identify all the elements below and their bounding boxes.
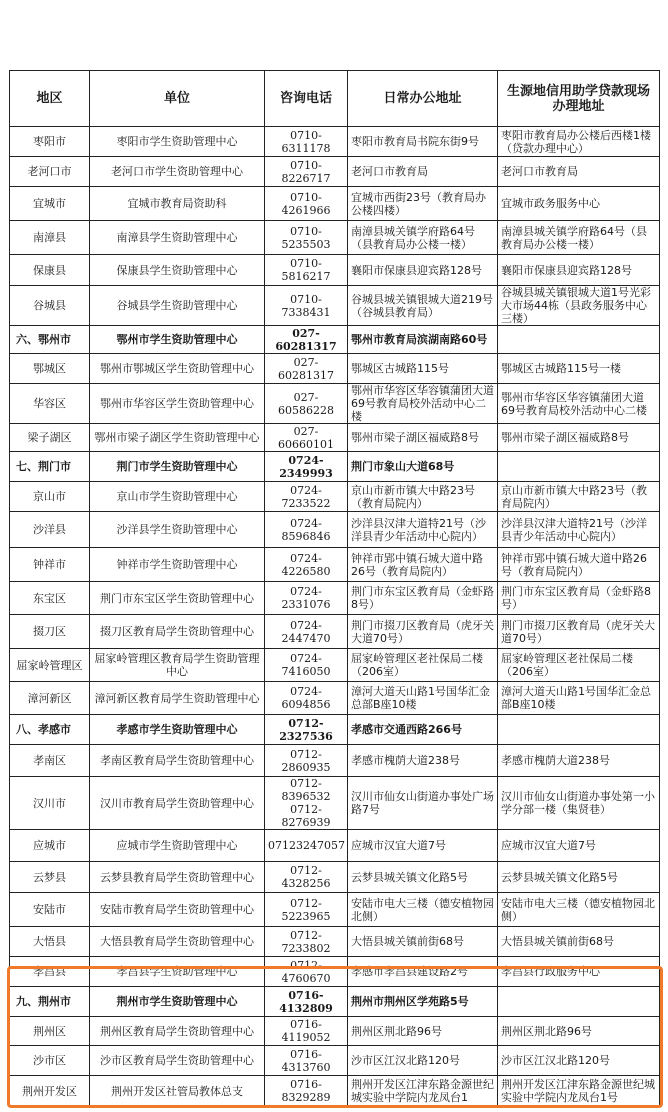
table-row bbox=[10, 127, 660, 157]
cell-area: 应城市 bbox=[10, 830, 90, 862]
cell-unit: 鄂州市梁子湖区学生资助管理中心 bbox=[90, 424, 265, 452]
cell-address: 荆门市东宝区教育局（金虾路8号） bbox=[348, 582, 498, 615]
cell-area: 钟祥市 bbox=[10, 548, 90, 582]
cell-loan: 荆州区荆北路96号 bbox=[498, 1017, 660, 1046]
cell-address: 荆州市荆州区学苑路5号 bbox=[348, 987, 498, 1017]
header-phone: 咨询电话 bbox=[265, 71, 348, 127]
phone-line: 0712-8396532 bbox=[281, 777, 331, 803]
cell-phone: 0724-2349993 bbox=[265, 452, 348, 482]
cell-area: 沙市区 bbox=[10, 1046, 90, 1076]
table-row bbox=[10, 615, 660, 649]
cell-unit: 枣阳市学生资助管理中心 bbox=[90, 127, 265, 157]
cell-loan: 钟祥市郢中镇石城大道中路26号（教育局院内） bbox=[498, 548, 660, 582]
cell-unit: 南漳县学生资助管理中心 bbox=[90, 221, 265, 255]
cell-loan bbox=[498, 715, 660, 745]
table-row bbox=[10, 187, 660, 221]
cell-phone: 0710-7338431 bbox=[265, 286, 348, 326]
cell-area: 沙洋县 bbox=[10, 512, 90, 548]
table-row bbox=[10, 682, 660, 715]
table-row bbox=[10, 157, 660, 187]
cell-area: 孝南区 bbox=[10, 745, 90, 777]
cell-address: 漳河大道天山路1号国华汇金总部B座10楼 bbox=[348, 682, 498, 715]
table-row bbox=[10, 424, 660, 452]
cell-unit: 谷城县学生资助管理中心 bbox=[90, 286, 265, 326]
cell-loan: 漳河大道天山路1号国华汇金总部B座10楼 bbox=[498, 682, 660, 715]
cell-address: 大悟县城关镇前街68号 bbox=[348, 927, 498, 957]
contact-table bbox=[9, 70, 660, 1107]
cell-address: 钟祥市郢中镇石城大道中路26号（教育局院内） bbox=[348, 548, 498, 582]
cell-unit: 宜城市教育局资助科 bbox=[90, 187, 265, 221]
cell-phone: 0716-4119052 bbox=[265, 1017, 348, 1046]
cell-area: 宜城市 bbox=[10, 187, 90, 221]
cell-phone: 0712-4760670 bbox=[265, 957, 348, 987]
cell-area: 九、荆州市 bbox=[10, 987, 90, 1017]
table-row bbox=[10, 830, 660, 862]
cell-unit: 云梦县教育局学生资助管理中心 bbox=[90, 862, 265, 893]
cell-unit: 荆门市东宝区学生资助管理中心 bbox=[90, 582, 265, 615]
table-row bbox=[10, 582, 660, 615]
cell-area: 荆州开发区 bbox=[10, 1076, 90, 1107]
cell-loan: 南漳县城关镇学府路64号（县教育局办公楼一楼） bbox=[498, 221, 660, 255]
cell-unit: 掇刀区教育局学生资助管理中心 bbox=[90, 615, 265, 649]
header-unit: 单位 bbox=[90, 71, 265, 127]
section-row bbox=[10, 715, 660, 745]
cell-phone: 0724-7416050 bbox=[265, 649, 348, 682]
cell-phone: 0724-6094856 bbox=[265, 682, 348, 715]
cell-area: 八、孝感市 bbox=[10, 715, 90, 745]
cell-loan: 屈家岭管理区老社保局二楼（206室） bbox=[498, 649, 660, 682]
cell-area: 漳河新区 bbox=[10, 682, 90, 715]
cell-phone: 0712-2327536 bbox=[265, 715, 348, 745]
cell-unit: 保康县学生资助管理中心 bbox=[90, 255, 265, 286]
cell-address: 沙市区江汉北路120号 bbox=[348, 1046, 498, 1076]
cell-loan: 孝昌县行政服务中心 bbox=[498, 957, 660, 987]
cell-address: 孝感市孝昌县建设路2号 bbox=[348, 957, 498, 987]
table-row bbox=[10, 221, 660, 255]
cell-loan: 荆州开发区江津东路金源世纪城实验中学院内龙凤台1号 bbox=[498, 1076, 660, 1107]
cell-address: 老河口市教育局 bbox=[348, 157, 498, 187]
cell-loan: 荆门市东宝区教育局（金虾路8号） bbox=[498, 582, 660, 615]
cell-phone: 0710-5816217 bbox=[265, 255, 348, 286]
cell-unit: 大悟县教育局学生资助管理中心 bbox=[90, 927, 265, 957]
cell-phone: 0724-7233522 bbox=[265, 482, 348, 512]
cell-address: 京山市新市镇大中路23号（教育局院内） bbox=[348, 482, 498, 512]
cell-loan: 荆门市掇刀区教育局（虎牙关大道70号） bbox=[498, 615, 660, 649]
cell-loan: 沙市区江汉北路120号 bbox=[498, 1046, 660, 1076]
cell-unit: 鄂州市学生资助管理中心 bbox=[90, 326, 265, 354]
cell-address: 枣阳市教育局书院东街9号 bbox=[348, 127, 498, 157]
header-loan: 生源地信用助学贷款现场办理地址 bbox=[498, 71, 660, 127]
cell-address: 鄂州市华容区华容镇蒲团大道69号教育局校外活动中心二楼 bbox=[348, 384, 498, 424]
cell-loan: 孝感市槐荫大道238号 bbox=[498, 745, 660, 777]
cell-loan: 鄂城区古城路115号一楼 bbox=[498, 354, 660, 384]
cell-address: 应城市汉宜大道7号 bbox=[348, 830, 498, 862]
cell-area: 安陆市 bbox=[10, 893, 90, 927]
cell-loan: 老河口市教育局 bbox=[498, 157, 660, 187]
cell-unit: 鄂州市华容区学生资助管理中心 bbox=[90, 384, 265, 424]
cell-phone: 027-60586228 bbox=[265, 384, 348, 424]
header-area: 地区 bbox=[10, 71, 90, 127]
cell-phone: 0710-5235503 bbox=[265, 221, 348, 255]
cell-loan: 京山市新市镇大中路23号（教育局院内） bbox=[498, 482, 660, 512]
cell-unit: 孝昌县学生资助管理中心 bbox=[90, 957, 265, 987]
cell-area: 鄂城区 bbox=[10, 354, 90, 384]
cell-phone: 0716-4132809 bbox=[265, 987, 348, 1017]
cell-phone: 0716-8329289 bbox=[265, 1076, 348, 1107]
cell-area: 华容区 bbox=[10, 384, 90, 424]
table-row bbox=[10, 384, 660, 424]
cell-area: 京山市 bbox=[10, 482, 90, 512]
section-row bbox=[10, 452, 660, 482]
cell-area: 老河口市 bbox=[10, 157, 90, 187]
cell-unit: 荆州开发区社管局教体总支 bbox=[90, 1076, 265, 1107]
cell-phone: 07123247057 bbox=[265, 830, 348, 862]
cell-area: 枣阳市 bbox=[10, 127, 90, 157]
cell-unit: 汉川市教育局学生资助管理中心 bbox=[90, 777, 265, 830]
section-row bbox=[10, 987, 660, 1017]
cell-loan: 大悟县城关镇前街68号 bbox=[498, 927, 660, 957]
cell-address: 荆州区荆北路96号 bbox=[348, 1017, 498, 1046]
cell-loan: 谷城县城关镇银城大道1号光彩大市场44栋（县政务服务中心三楼） bbox=[498, 286, 660, 326]
cell-phone: 0712-2860935 bbox=[265, 745, 348, 777]
cell-loan: 安陆市电大三楼（德安植物园北侧） bbox=[498, 893, 660, 927]
cell-phone: 027-60281317 bbox=[265, 326, 348, 354]
cell-area: 荆州区 bbox=[10, 1017, 90, 1046]
cell-area: 云梦县 bbox=[10, 862, 90, 893]
table-row bbox=[10, 1046, 660, 1076]
cell-address: 汉川市仙女山街道办事处广场路7号 bbox=[348, 777, 498, 830]
cell-area: 汉川市 bbox=[10, 777, 90, 830]
cell-unit: 荆州市学生资助管理中心 bbox=[90, 987, 265, 1017]
cell-loan: 云梦县城关镇文化路5号 bbox=[498, 862, 660, 893]
cell-address: 云梦县城关镇文化路5号 bbox=[348, 862, 498, 893]
cell-loan: 应城市汉宜大道7号 bbox=[498, 830, 660, 862]
cell-address: 宜城市西街23号（教育局办公楼四楼） bbox=[348, 187, 498, 221]
cell-unit: 荆门市学生资助管理中心 bbox=[90, 452, 265, 482]
cell-address: 安陆市电大三楼（德安植物园北侧） bbox=[348, 893, 498, 927]
cell-area: 东宝区 bbox=[10, 582, 90, 615]
section-row bbox=[10, 326, 660, 354]
cell-phone: 0712-5223965 bbox=[265, 893, 348, 927]
cell-address: 孝感市槐荫大道238号 bbox=[348, 745, 498, 777]
cell-phone: 0724-4226580 bbox=[265, 548, 348, 582]
cell-address: 荆门市象山大道68号 bbox=[348, 452, 498, 482]
table-row bbox=[10, 862, 660, 893]
cell-phone: 0712-4328256 bbox=[265, 862, 348, 893]
cell-area: 六、鄂州市 bbox=[10, 326, 90, 354]
table-row bbox=[10, 893, 660, 927]
cell-unit: 京山市学生资助管理中心 bbox=[90, 482, 265, 512]
cell-address: 沙洋县汉津大道特21号（沙洋县青少年活动中心院内） bbox=[348, 512, 498, 548]
cell-address: 屈家岭管理区老社保局二楼（206室） bbox=[348, 649, 498, 682]
table-row bbox=[10, 1017, 660, 1046]
cell-address: 孝感市交通西路266号 bbox=[348, 715, 498, 745]
table-row bbox=[10, 482, 660, 512]
cell-unit: 漳河新区教育局学生资助管理中心 bbox=[90, 682, 265, 715]
table-row bbox=[10, 512, 660, 548]
cell-address: 荆州开发区江津东路金源世纪城实验中学院内龙凤台1 bbox=[348, 1076, 498, 1107]
cell-loan: 鄂州市梁子湖区福威路8号 bbox=[498, 424, 660, 452]
header-address: 日常办公地址 bbox=[348, 71, 498, 127]
cell-phone: 0724-2331076 bbox=[265, 582, 348, 615]
phone-line: 0712-8276939 bbox=[281, 803, 331, 829]
cell-loan bbox=[498, 452, 660, 482]
cell-phone: 0712-7233802 bbox=[265, 927, 348, 957]
table-row bbox=[10, 927, 660, 957]
cell-unit: 孝南区教育局学生资助管理中心 bbox=[90, 745, 265, 777]
cell-address: 荆门市掇刀区教育局（虎牙关大道70号） bbox=[348, 615, 498, 649]
cell-unit: 孝感市学生资助管理中心 bbox=[90, 715, 265, 745]
cell-area: 孝昌县 bbox=[10, 957, 90, 987]
cell-phone: 027-60660101 bbox=[265, 424, 348, 452]
table-row bbox=[10, 286, 660, 326]
cell-loan bbox=[498, 326, 660, 354]
cell-loan: 汉川市仙女山街道办事处第一小学分部一楼（集贤巷） bbox=[498, 777, 660, 830]
cell-phone: 0716-4313760 bbox=[265, 1046, 348, 1076]
cell-area: 梁子湖区 bbox=[10, 424, 90, 452]
cell-unit: 钟祥市学生资助管理中心 bbox=[90, 548, 265, 582]
table-row bbox=[10, 255, 660, 286]
cell-unit: 荆州区教育局学生资助管理中心 bbox=[90, 1017, 265, 1046]
cell-unit: 沙洋县学生资助管理中心 bbox=[90, 512, 265, 548]
cell-address: 鄂州市教育局滨湖南路60号 bbox=[348, 326, 498, 354]
cell-loan: 襄阳市保康县迎宾路128号 bbox=[498, 255, 660, 286]
cell-area: 保康县 bbox=[10, 255, 90, 286]
cell-unit: 安陆市教育局学生资助管理中心 bbox=[90, 893, 265, 927]
cell-loan bbox=[498, 987, 660, 1017]
cell-unit: 应城市学生资助管理中心 bbox=[90, 830, 265, 862]
cell-phone: 0710-8226717 bbox=[265, 157, 348, 187]
cell-area: 南漳县 bbox=[10, 221, 90, 255]
cell-area: 七、荆门市 bbox=[10, 452, 90, 482]
cell-phone: 0724-2447470 bbox=[265, 615, 348, 649]
table-row bbox=[10, 548, 660, 582]
table-row bbox=[10, 354, 660, 384]
cell-area: 掇刀区 bbox=[10, 615, 90, 649]
cell-address: 南漳县城关镇学府路64号（县教育局办公楼一楼） bbox=[348, 221, 498, 255]
table-row bbox=[10, 745, 660, 777]
cell-phone bbox=[265, 777, 348, 830]
cell-phone: 0710-6311178 bbox=[265, 127, 348, 157]
cell-area: 大悟县 bbox=[10, 927, 90, 957]
cell-loan: 枣阳市教育局办公楼后西楼1楼（贷款办理中心） bbox=[498, 127, 660, 157]
cell-unit: 老河口市学生资助管理中心 bbox=[90, 157, 265, 187]
cell-loan: 沙洋县汉津大道特21号（沙洋县青少年活动中心院内） bbox=[498, 512, 660, 548]
cell-unit: 沙市区教育局学生资助管理中心 bbox=[90, 1046, 265, 1076]
cell-unit: 鄂州市鄂城区学生资助管理中心 bbox=[90, 354, 265, 384]
cell-phone: 0710-4261966 bbox=[265, 187, 348, 221]
cell-address: 襄阳市保康县迎宾路128号 bbox=[348, 255, 498, 286]
header-row bbox=[10, 71, 660, 127]
cell-area: 屈家岭管理区 bbox=[10, 649, 90, 682]
table-row bbox=[10, 649, 660, 682]
table-row bbox=[10, 777, 660, 830]
cell-area: 谷城县 bbox=[10, 286, 90, 326]
cell-address: 谷城县城关镇银城大道219号（谷城县教育局） bbox=[348, 286, 498, 326]
cell-loan: 宜城市政务服务中心 bbox=[498, 187, 660, 221]
table-row bbox=[10, 1076, 660, 1107]
cell-loan: 鄂州市华容区华容镇蒲团大道69号教育局校外活动中心二楼 bbox=[498, 384, 660, 424]
cell-unit: 屈家岭管理区教育局学生资助管理中心 bbox=[90, 649, 265, 682]
table-row bbox=[10, 957, 660, 987]
cell-address: 鄂城区古城路115号 bbox=[348, 354, 498, 384]
cell-phone: 027-60281317 bbox=[265, 354, 348, 384]
cell-address: 鄂州市梁子湖区福威路8号 bbox=[348, 424, 498, 452]
cell-phone: 0724-8596846 bbox=[265, 512, 348, 548]
